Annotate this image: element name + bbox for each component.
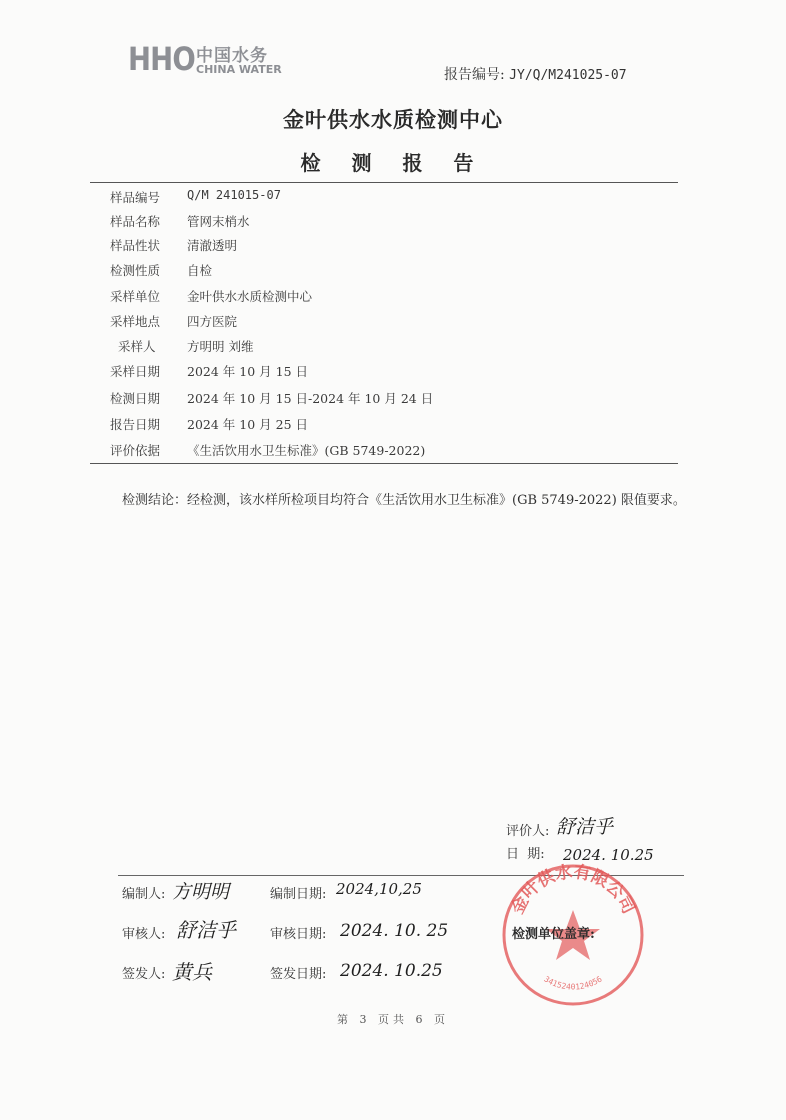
report-number-value: JY/Q/M241025-07 [509, 68, 627, 83]
info-label: 评价依据 [110, 443, 161, 458]
document-title: 检 测 报 告 [300, 151, 486, 175]
info-value: 四方医院 [187, 314, 238, 329]
info-value: 2024 年 10 月 15 日-2024 年 10 月 24 日 [187, 391, 434, 406]
organization-title: 金叶供水水质检测中心 [283, 108, 503, 132]
evaluator-label: 评价人: [506, 824, 550, 839]
info-value: Q/M 241015-07 [187, 188, 281, 202]
info-row [0, 309, 786, 335]
info-value: 方明明 刘维 [187, 339, 254, 354]
info-row [0, 208, 786, 234]
seal-number: 3415240124056 [542, 974, 604, 992]
evaluator-signature: 舒洁乎 [556, 816, 614, 838]
page-footer: 第 3 页共 6 页 [337, 1013, 449, 1026]
issuer-label: 签发人: [122, 967, 166, 982]
info-row [0, 412, 786, 438]
info-value: 2024 年 10 月 15 日 [187, 364, 308, 379]
reviewer-label: 审核人: [122, 927, 166, 942]
info-label: 检测日期 [110, 391, 161, 406]
svg-text:金叶供水有限公司 [507, 862, 639, 917]
info-label: 采样日期 [110, 364, 161, 379]
info-row [0, 182, 786, 208]
info-value: 金叶供水水质检测中心 [187, 289, 313, 304]
logo-mark: HHO [128, 40, 195, 78]
info-label: 采样单位 [110, 289, 161, 304]
info-label: 样品编号 [110, 190, 161, 205]
info-value: 清澈透明 [187, 238, 238, 253]
info-label: 样品性状 [110, 238, 161, 253]
unit-seal-label: 检测单位盖章: [512, 927, 595, 942]
info-label: 样品名称 [110, 214, 161, 229]
svg-text:3415240124056 [542, 974, 604, 991]
report-number-label: 报告编号: [444, 67, 505, 83]
info-row [0, 233, 786, 259]
info-label: 采样地点 [110, 314, 161, 329]
info-label: 采样人 [118, 339, 156, 354]
logo-chinese-text: 中国水务 [196, 46, 268, 66]
info-row [0, 334, 786, 360]
info-value: 2024 年 10 月 25 日 [187, 417, 308, 432]
info-label: 检测性质 [110, 263, 161, 278]
review-date-label: 审核日期: [270, 927, 327, 942]
issuer-signature: 黄兵 [172, 960, 212, 984]
reviewer-signature: 舒洁乎 [176, 918, 236, 942]
info-value: 管网末梢水 [187, 214, 250, 229]
info-label: 报告日期 [110, 417, 161, 432]
report-number [444, 64, 627, 84]
info-row [0, 359, 786, 385]
compile-date: 2024,10,25 [336, 880, 422, 898]
info-row [0, 438, 786, 464]
issue-date-label: 签发日期: [270, 967, 327, 982]
compiler-label: 编制人: [122, 887, 166, 902]
info-row [0, 258, 786, 284]
review-date: 2024. 10. 25 [340, 921, 449, 941]
issue-date: 2024. 10.25 [340, 961, 443, 981]
compile-date-label: 编制日期: [270, 887, 327, 902]
info-value: 《生活饮用水卫生标准》(GB 5749-2022) [187, 443, 426, 458]
info-row [0, 386, 786, 412]
conclusion-text: 检测结论：经检测，该水样所检项目均符合《生活饮用水卫生标准》(GB 5749-2022) 限值要求。 [122, 493, 686, 508]
evaluation-date-label: 日 期: [506, 847, 545, 862]
table-bottom-rule [90, 463, 678, 464]
evaluation-date: 2024. 10.25 [563, 846, 654, 864]
info-row [0, 284, 786, 310]
compiler-signature: 方明明 [172, 881, 230, 903]
info-value: 自检 [187, 263, 213, 278]
seal-text: 金叶供水有限公司 [507, 862, 639, 918]
logo-english-text: CHINA WATER [196, 63, 282, 76]
